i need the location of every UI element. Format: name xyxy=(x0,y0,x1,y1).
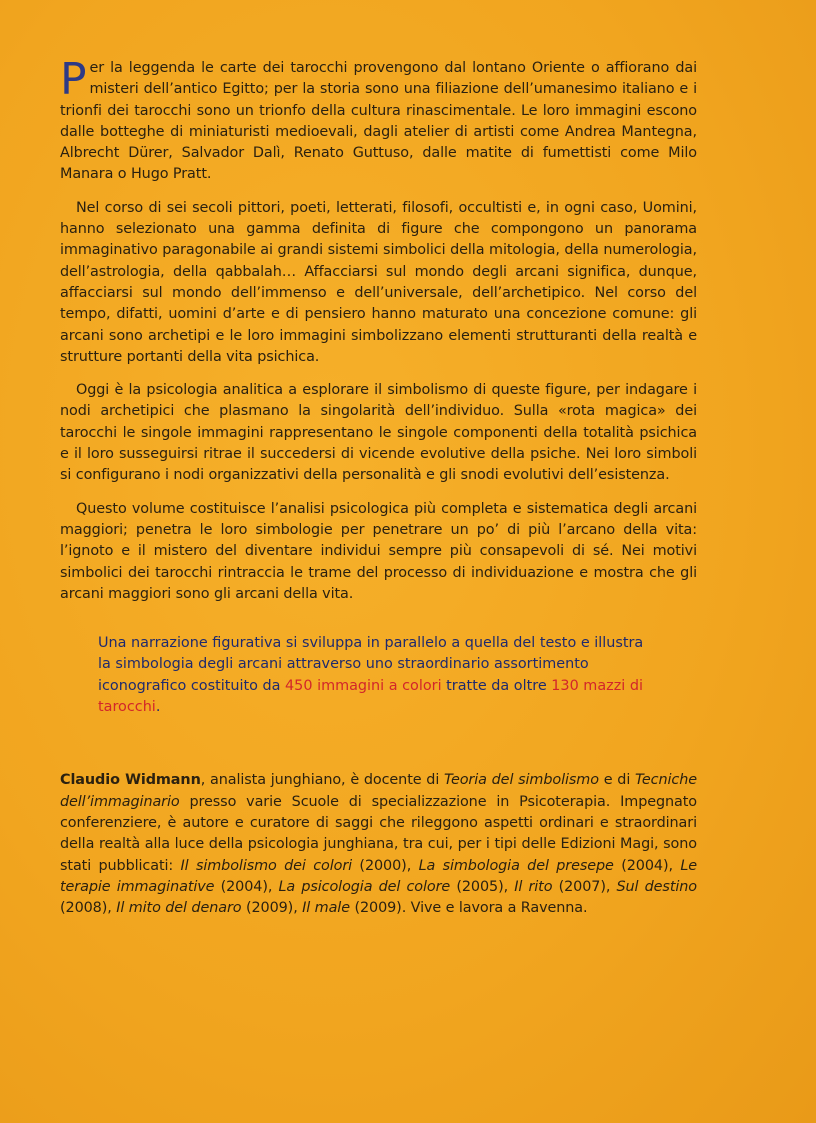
bio-text: (2009). Vive e lavora a Ravenna. xyxy=(349,900,588,917)
bio-title: Il rito xyxy=(514,878,553,895)
bio-text: presso varie Scuole di specializzazione in Psicoterapia. Impegnato conferenziere, è autore e curatore di saggi che rileggono aspetti ordinari e straordinari della realtà alla luce della psicologia junghiana, tra cui, per i tipi delle Edizioni Magi, sono stati pubblicati: xyxy=(60,793,697,874)
author-name: Claudio Widmann xyxy=(60,772,201,789)
bio-text: (2008), xyxy=(60,900,117,917)
bio-title: Sul destino xyxy=(616,878,697,895)
drop-cap: P xyxy=(60,54,87,105)
author-bio xyxy=(60,770,697,919)
bio-title: Il mito del denaro xyxy=(116,900,242,917)
highlight-block xyxy=(98,633,658,718)
bio-text: (2000), xyxy=(352,857,419,874)
highlight-text-c: . xyxy=(155,699,161,716)
bio-title: La simbologia del presepe xyxy=(418,857,614,874)
bio-text: e di xyxy=(598,772,636,789)
paragraph-2: Nel corso di sei secoli pittori, poeti, letterati, filosofi, occultisti e, in ogni caso, Uomini, hanno selezionato una gamma definita di figure che compongono un panorama immaginativo paragonabile ai grandi sistemi simbolici della mitologia, della numerologia, dell’astrologia, della qabbalah… Affacciarsi sul mondo degli arcani significa, dunque, affacciarsi sul mondo dell’immenso e dell’universale, dell’archetipico. Nel corso del tempo, difatti, uomini d’arte e di pensiero hanno maturato una concezione comune: gli arcani sono archetipi e le loro immagini simbolizzano elementi strutturanti della realtà e strutture portanti della vita psichica. xyxy=(60,199,697,365)
bio-title: Il male xyxy=(302,900,350,917)
highlight-text-b: tratte da oltre xyxy=(441,677,552,694)
highlight-image-count: 450 immagini a colori xyxy=(285,677,442,694)
bio-text: (2004), xyxy=(613,857,681,874)
highlight-text-a: Una narrazione figurativa si sviluppa in parallelo a quella del testo e illustra la simbologia degli arcani attraverso uno straordinario assortimento iconografico costituito da xyxy=(98,635,644,694)
bio-title: Tecniche dell’immaginario xyxy=(60,772,697,810)
paragraph-4: Questo volume costituisce l’analisi psicologica più completa e sistematica degli arcani maggiori; penetra le loro simbologie per penetrare un po’ di più l’arcano della vita: l’ignoto e il mistero del diventare individui sempre più consapevoli di sé. Nei motivi simbolici dei tarocchi rintraccia le trame del processo di individuazione e mostra che gli arcani maggiori sono gli arcani della vita. xyxy=(60,500,697,602)
bio-text: (2009), xyxy=(241,900,303,917)
bio-text: (2007), xyxy=(552,878,617,895)
bio-title: Il simbolismo dei colori xyxy=(180,857,353,874)
bio-text: (2005), xyxy=(450,878,515,895)
description-column xyxy=(60,54,697,919)
paragraph-1 xyxy=(60,54,697,186)
bio-title: La psicologia del colore xyxy=(278,878,451,895)
bio-title: Le terapie immaginative xyxy=(60,857,697,895)
paragraph-1-text: er la leggenda le carte dei tarocchi provengono dal lontano Oriente o affiorano dai misteri dell’antico Egitto; per la storia sono una filiazione dell’umanesimo italiano e i trionfi dei tarocchi sono un trionfo della cultura rinascimentale. Le loro immagini escono dalle botteghe di miniaturisti medioevali, dagli atelier di artisti come Andrea Mantegna, Albrecht Dürer, Salvador Dalì, Renato Guttuso, dalle matite di fumettisti come Milo Manara o Hugo Pratt. xyxy=(60,60,697,183)
highlight-deck-count: 130 mazzi di tarocchi xyxy=(98,677,643,716)
bio-text: , analista junghiano, è docente di xyxy=(200,772,445,789)
paragraph-3: Oggi è la psicologia analitica a esplorare il simbolismo di queste figure, per indagare i nodi archetipici che plasmano la singolarità dell’individuo. Sulla «rota magica» dei tarocchi le singole immagini rappresentano le singole componenti della totalità psichica e il loro susseguirsi ritrae il succedersi di vicende evolutive della psiche. Nei loro simboli si configurano i nodi organizzativi della personalità e gli snodi evolutivi dell’esistenza. xyxy=(60,382,697,484)
bio-text: (2004), xyxy=(214,878,279,895)
bio-title: Teoria del simbolismo xyxy=(444,772,599,789)
